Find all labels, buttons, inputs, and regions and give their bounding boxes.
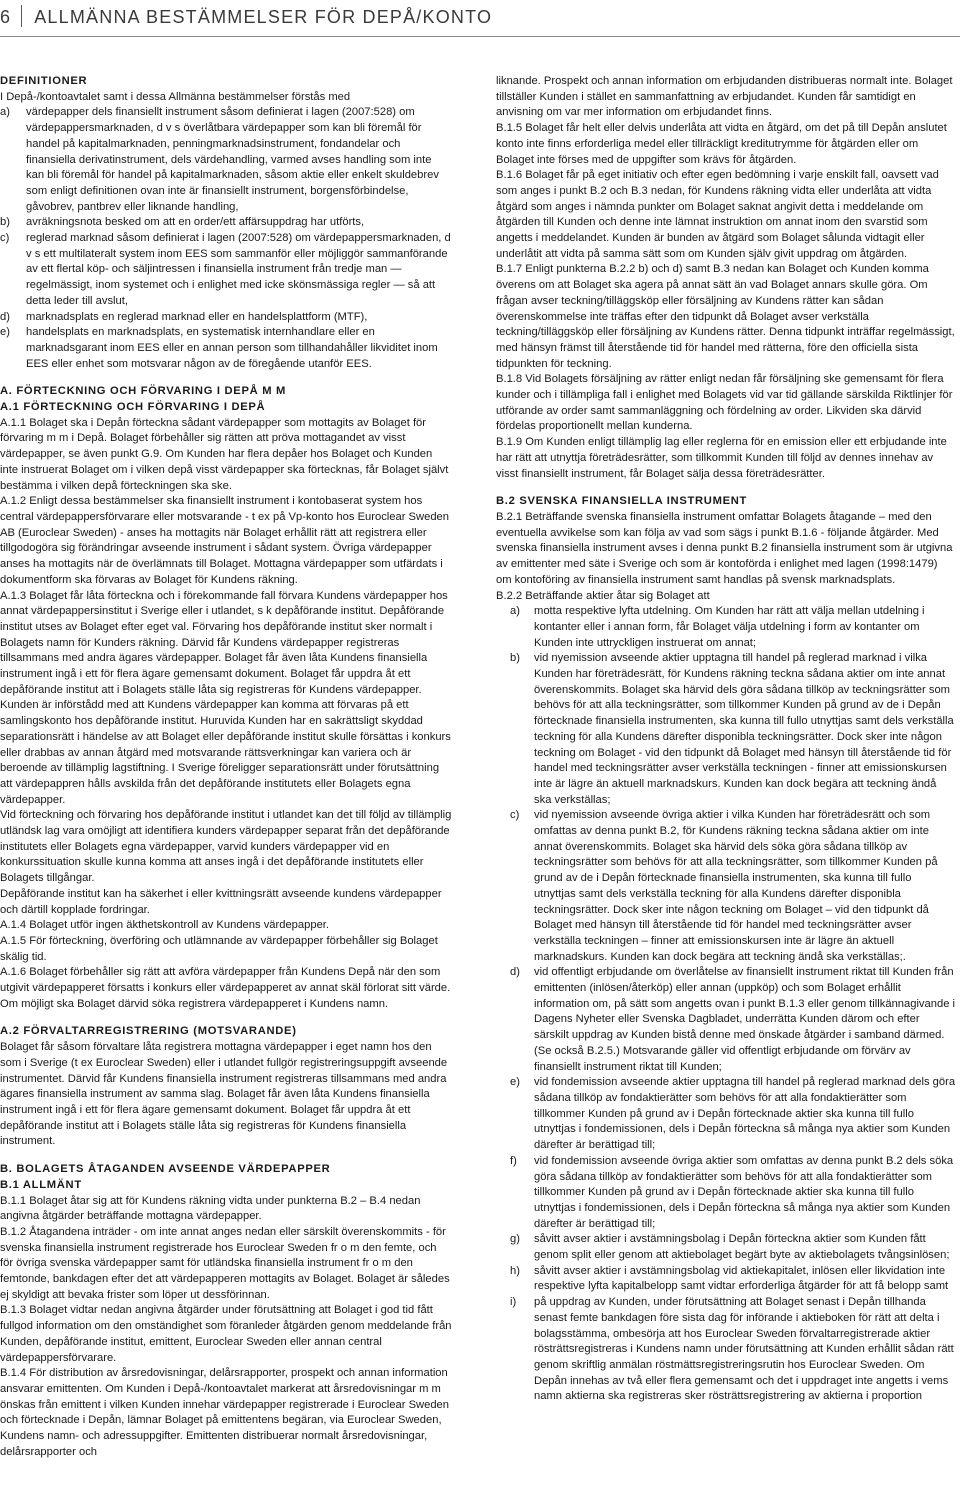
item-label: e) xyxy=(0,326,10,339)
right-column xyxy=(496,74,956,1482)
spacer xyxy=(0,1150,452,1162)
list-item xyxy=(496,965,956,1075)
item-label: i) xyxy=(510,1296,517,1309)
list-item xyxy=(496,808,956,965)
paragraph-b-1-3: B.1.3 Bolaget vidtar nedan angivna åtgärder under förutsättning att Bolaget i god tid fått fullgod information om den omständighet som föranleder åtgärden genom meddelande från Kunden, depåförande institut, emittent, Euroclear Sweden eller annan central värdepappersförvarare. xyxy=(0,1304,452,1364)
shares-list xyxy=(496,604,956,1405)
paragraph-b-1-9: B.1.9 Om Kunden enligt tillämplig lag eller reglerna för en emission eller ett erbjudande inte har rätt att utnyttja företrädesrätter, som tillkommit Kunden till följd av dennes innehav av visst finansiellt instrument, får Bolaget sälja dessa företrädesrätter. xyxy=(496,436,947,480)
item-text: vid nyemission avseende aktier upptagna till handel på reglerad marknad i vilka Kunden har företrädesrätt, för Kundens räkning teckna sådana aktier om inte annat överenskommits. Bolaget ska härvid dels göra sådana tillköp av teckningsrätter som behövs för att alla teckningsrätter, som tillkommer Kunden på grund av de i Depån förtecknade finansiella instrumenten, ska kunna till fullo utnyttjas samt dels verkställa teckning för alla Kundens därefter disponibla teckningsrätter. Dock sker inte någon teckning om Bolaget - vid den tidpunkt då Bolaget med hänsyn till återstående tid för handel med teckningsrätter avser verkställa teckningen - finner att emissionskursen inte är lägre än aktuell marknadskurs. Kunden kan dock begära att teckning ändå ska verkställas; xyxy=(534,652,954,806)
item-text: på uppdrag av Kunden, under förutsättning att Bolaget senast i Depån tillhanda senast femte bankdagen före sista dag för införande i aktieboken för rätt att delta i bolagsstämma, ombesörja att hos Euroclear Sweden förvaltarregistrerade aktier rösträttsregistreras i Kundens namn under förutsättning att Kunden erhållit sådan rätt genom skriftlig anmälan röstmättsregistreringsrutin hos Euroclear Sweden. Om Depån innehas av två eller flera gemensamt och det i uppdraget inte angetts i vems namn aktierna ska registreras sker rösträttsregistrering av aktierna i proportion xyxy=(534,1296,954,1403)
paragraph-b-1-4: B.1.4 För distribution av årsredovisningar, delårsrapporter, prospekt och annan information ansvarar emittenten. Om Kunden i Depå-/kontoavtalet markerat att årsredovisningar m m önskas från emittent i vilken Kunden innehar värdepapper registrerade i Euroclear Sweden och förtecknade i Depån, lämnar Bolaget på emittentens begäran, via Euroclear Sweden, Kundens namn- och adressuppgifter. Emittenten distribuerar normalt årsredovisningar, delårsrapporter och xyxy=(0,1367,450,1458)
paragraph-a-1-6: A.1.6 Bolaget förbehåller sig rätt att avföra värdepapper från Kundens Depå när den som utgivit värdepapperet försatts i konkurs eller värdepapperet av annat skäl förlorat sitt värde. Om möjligt ska Bolaget därvid söka registrera värdepapperet i Kundens namn. xyxy=(0,966,451,1010)
item-label: a) xyxy=(0,106,10,119)
list-item xyxy=(0,105,452,215)
list-item xyxy=(496,1264,956,1295)
item-label: g) xyxy=(510,1233,520,1246)
paragraph-b-1-6: B.1.6 Bolaget får på eget initiativ och efter egen bedömning i varje enskilt fall, oavsett vad som anges i punkt B.2 och B.3 nedan, för Kundens räkning vidta eller underlåta att vidta åtgärd som anges i nämnda punkter om Bolaget saknat angivit detta i meddelande om åtgärden till Kunden och denne inte lämnat instruktion om annat inom den svarstid som angetts i meddelandet. Kunden är bunden av åtgärd som Bolaget sålunda vidtagit eller underlåtit att vidta på samma sätt som om Kunden själv givit uppdrag om åtgärden. xyxy=(496,169,939,260)
spacer xyxy=(0,372,452,384)
left-column xyxy=(0,74,452,1482)
item-label: c) xyxy=(0,232,10,245)
item-label: a) xyxy=(510,605,520,618)
definitions-heading: DEFINITIONER xyxy=(0,75,88,87)
paragraph-a-1-3-security: Depåförande institut kan ha säkerhet i eller kvittningsrätt avseende kundens värdepapper och därtill kopplade fordringar. xyxy=(0,887,442,916)
paragraph-b-1-7: B.1.7 Enligt punkterna B.2.2 b) och d) samt B.3 nedan kan Bolaget och Kunden komma överens om att Bolaget ska agera på annat sätt än vad Bolaget annars skulle göra. Om frågan avser teckning/tilläggsköp eller försäljning av Kundens rätter kan sådan överenskommelse inte träffas efter den tidpunkt då Bolaget avser verkställa teckning/tilläggsköp eller försäljning av Kundens rätter. Denna tidpunkt inträffar regelmässigt, med hänsyn främst till återstående tid för handel med rätterna, före den officiella sista tidpunkten för teckning. xyxy=(496,263,955,370)
item-text: marknadsplats en reglerad marknad eller en handelsplattform (MTF), xyxy=(26,310,368,323)
list-item xyxy=(0,231,452,310)
item-text: vid fondemission avseende aktier upptagna till handel på reglerad marknad dels göra sådana tillköp av fondaktierätter som behövs för att alla fondaktierätter som tillkommer Kunden på grund av i Depån förtecknade aktier ska kunna till fullo utnyttjas i fondemissionen, dels i Depån förteckna så många nya aktier som Kunden därefter är berättigad till; xyxy=(534,1076,956,1152)
paragraph-a-1-2: A.1.2 Enligt dessa bestämmelser ska finansiellt instrument i kontobaserat system hos central värdepappersförvarare eller motsvarande - t ex på Vp-konto hos Euroclear Sweden AB (Euroclear Sweden) - anses ha mottagits när Bolaget erhållit rätt att registrera eller tillgodogöra sig förändringar avseende instrument i sådant system. Övriga värdepapper anses ha mottagits när de överlämnats till Bolaget. Mottagna värdepapper som utfärdats i dokumentform ska förvaras av Bolaget för Kundens räkning. xyxy=(0,495,449,586)
list-item xyxy=(0,215,452,231)
paragraph-b-1-1: B.1.1 Bolaget åtar sig att för Kundens räkning vidta under punkterna B.2 – B.4 nedan angivna åtgärder beträffande mottagna värdepapper. xyxy=(0,1194,421,1223)
item-label: d) xyxy=(510,966,520,979)
page-number: 6 xyxy=(0,7,12,27)
list-item xyxy=(496,604,956,651)
section-b2-heading: B.2 SVENSKA FINANSIELLA INSTRUMENT xyxy=(496,495,748,508)
item-text: handelsplats en marknadsplats, en systematisk internhandlare eller en marknadsgarant inom EES eller en annan person som tillhandahåller likviditet inom EES eller enhet som motsvarar någon av de föregående utanför EES. xyxy=(26,326,438,370)
spacer xyxy=(496,482,956,494)
paragraph-b-2-2: B.2.2 Beträffande aktier åtar sig Bolaget att xyxy=(496,589,710,602)
spacer xyxy=(0,1012,452,1024)
item-text: vid offentligt erbjudande om överlåtelse av finansiellt instrument riktat till Kunden från emittenten (inlösen/återköp) eller annan (uppköp) och som Bolaget erhållit information om, på sätt som angetts ovan i punkt B.1.3 eller genom tillkännagivande i Dagens Nyheter eller Svenska Dagbladet, underrätta Kunden därom och efter särskilt uppdrag av Kunden bistå denne med önskade åtgärder i samband därmed. (Se också B.2.5.) Motsvarande gäller vid offentligt erbjudande om förvärv av finansiellt instrument riktat till Kunden; xyxy=(534,966,956,1073)
item-label: d) xyxy=(0,310,10,323)
definitions-intro: I Depå-/kontoavtalet samt i dessa Allmänna bestämmelser förstås med xyxy=(0,90,351,103)
section-b-heading: B. BOLAGETS ÅTAGANDEN AVSEENDE VÄRDEPAPPER xyxy=(0,1163,331,1176)
list-item xyxy=(496,1154,956,1233)
list-item xyxy=(0,310,452,326)
item-label: f) xyxy=(510,1154,517,1167)
list-item xyxy=(496,1075,956,1154)
page-title: ALLMÄNNA BESTÄMMELSER FÖR DEPÅ/KONTO xyxy=(34,7,493,27)
paragraph-a-1-1: A.1.1 Bolaget ska i Depån förteckna sådant värdepapper som mottagits av Bolaget för förvaring m m i Depå. Bolaget förbehåller sig rätten att pröva mottagandet av visst värdepapper, se även punkt G.9. Om Kunden har flera depåer hos Bolaget och Kunden inte instruerat Bolaget om i vilken depå visst värdepapper ska förtecknas, får Bolaget självt bestämma i vilken depå förteckningen ska ske. xyxy=(0,416,449,492)
list-item xyxy=(496,1295,956,1405)
item-text: vid nyemission avseende övriga aktier i vilka Kunden har företrädesrätt och som omfattas av denna punkt B.2, för Kundens räkning teckna sådana aktier om inte annat överenskommits. Bolaget ska härvid dels söka göra sådana tillköp av teckningsrätter som behövs för att alla teckningsrätter, som tillkommer Kunden på grund av de i Depån förtecknade finansiella instrumenten, ska kunna till fullo utnyttjas samt dels verkställa teckning för alla Kundens därefter disponibla teckningsrätter. Dock sker inte någon teckning om Bolaget – vid den tidpunkt då Bolaget med hänsyn till återstående tid för handel med teckningsrätter avser verkställa teckningen – finner att emissionskursen inte är lägre än aktuell marknadskurs. Kunden kan dock begära att teckning ändå ska verkställas;. xyxy=(534,809,938,963)
section-a1-heading: A.1 FÖRTECKNING OCH FÖRVARING I DEPÅ xyxy=(0,401,266,414)
paragraph-b-1-5: B.1.5 Bolaget får helt eller delvis underlåta att vidta en åtgärd, om det på till Depån anslutet konto inte finns erforderliga medel eller tillräckligt kreditutrymme för åtgärden eller om Bolaget inte förses med de uppgifter som krävs för åtgärden. xyxy=(496,122,947,166)
section-b1-heading: B.1 ALLMÄNT xyxy=(0,1178,82,1191)
section-a2-heading: A.2 FÖRVALTARREGISTRERING (MOTSVARANDE) xyxy=(0,1025,297,1038)
list-item xyxy=(496,651,956,808)
definitions-list xyxy=(0,105,452,372)
paragraph-a-1-3-foreign: Vid förteckning och förvaring hos depåförande institut i utlandet kan det till följd av tillämplig utländsk lag vara omöjligt att identifiera kunders värdepapper separat från det depåförande institutets eller Bolagets egna värdepapper, varvid kunders värdepapper vid en konkurssituation skulle kunna komma att anses ingå i det depåförande institutets eller Bolagets tillgångar. xyxy=(0,809,452,885)
item-text: avräkningsnota besked om att en order/ett affärsuppdrag har utförts, xyxy=(26,216,365,229)
item-label: c) xyxy=(510,809,520,822)
item-text: värdepapper dels finansiellt instrument såsom definierat i lagen (2007:528) om värdepappersmarknaden, d v s överlåtbara värdepapper som kan bli föremål för handel på kapitalmarknaden, penningmarknadsinstrument, fondandelar och finansiella derivatinstrument, dels värdehandling, varmed avses handling som inte kan bli föremål för handel på kapitalmarknaden, såsom aktie eller enkelt skuldebrev som enligt definitionen ovan inte är finansiellt instrument, borgensförbindelse, gåvobrev, pantbrev eller liknande handling, xyxy=(26,106,439,213)
item-label: h) xyxy=(510,1264,520,1277)
item-text: vid fondemission avseende övriga aktier som omfattas av denna punkt B.2 dels söka göra sådana tillköp av fondaktierätter som behövs för att alla fondaktierätter som tillkommer Kunden på grund av i Depån förtecknade aktier ska kunna till fullo utnyttjas i fondemissionen, dels i Depån förteckna så många nya aktier som Kunden därefter är berättigad till; xyxy=(534,1154,954,1230)
item-text: reglerad marknad såsom definierat i lagen (2007:528) om värdepappersmarknaden, d v s ett multilateralt system inom EES som sammanför eller möjliggör sammanförande av ett flertal köp- och säljintressen i finansiella instrument från tredje man — regelmässigt, inom systemet och i enlighet med icke skönsmässiga regler — så att detta leder till avslut, xyxy=(26,232,451,307)
paragraph-b-1-8: B.1.8 Vid Bolagets försäljning av rätter enligt nedan får försäljning ske gemensamt för flera kunder och i tillämpliga fall i enlighet med Bolagets vid var tid gällande särskilda Riktlinjer för utförande av order samt sammanläggning och fördelning av order. Likviden ska därvid fördelas proportionellt mellan kunderna. xyxy=(496,373,953,433)
item-label: b) xyxy=(510,652,520,665)
paragraph-a-2: Bolaget får såsom förvaltare låta registrera mottagna värdepapper i eget namn hos den som i Sverige (t ex Euroclear Sweden) eller i utlandet fullgör registreringsuppgift avseende instrumentet. Därvid får Kundens finansiella instrument registreras tillsammans med andra ägares finansiella instrument av samma slag. Bolaget får även låta Kundens finansiella instrument ingå i ett för flera ägare gemensamt dokument. Bolaget får uppdra åt ett depåförande institut att i Bolagets ställe låta sig registreras för Kundens finansiella instrument. xyxy=(0,1041,448,1148)
section-a-heading: A. FÖRTECKNING OCH FÖRVARING I DEPÅ M M xyxy=(0,385,287,398)
list-item xyxy=(0,325,452,372)
item-label: b) xyxy=(0,216,10,229)
paragraph-b-1-4-cont: liknande. Prospekt och annan information om erbjudanden distribueras normalt inte. Bolaget tillställer Kunden i stället en sammanfattning av erbjudandet. Kunden får samtidigt en anvisning om var mer information om erbjudandet finns. xyxy=(496,75,953,119)
paragraph-a-1-5: A.1.5 För förteckning, överföring och utlämnande av värdepapper förbehåller sig Bolaget skälig tid. xyxy=(0,934,438,963)
header-divider xyxy=(21,5,22,27)
paragraph-a-1-4: A.1.4 Bolaget utför ingen äkthetskontroll av Kundens värdepapper. xyxy=(0,919,330,932)
item-text: motta respektive lyfta utdelning. Om Kunden har rätt att välja mellan utdelning i kontanter eller i annan form, får Bolaget välja utdelning i form av kontanter om Kunden inte uttryckligen instruerat om annat; xyxy=(534,605,925,649)
page-header xyxy=(0,0,960,38)
item-label: e) xyxy=(510,1076,520,1089)
paragraph-b-2-1: B.2.1 Beträffande svenska finansiella instrument omfattar Bolagets åtagande – med den eventuella avvikelse som kan följa av vad som sägs i punkt B.1.6 - följande åtgärder. Med svenska finansiella instrument avses i denna punkt B.2 finansiella instrument som är utgivna av emittenter med säte i Sverige och som är kontoförda i enlighet med lagen (1998:1479) om kontoföring av finansiella instrument samt handlas på svensk marknadsplats. xyxy=(496,510,953,586)
item-text: såvitt avser aktier i avstämningsbolag vid aktiekapitalet, inlösen eller likvidation inte respektive lyfta kapitalbelopp samt vidtar erforderliga åtgärder för att få belopp samt xyxy=(534,1264,949,1293)
paragraph-a-1-3: A.1.3 Bolaget får låta förteckna och i förekommande fall förvara Kundens värdepapper hos annat värdepappersinstitut i Sverige eller i utlandet, s k depåförande institut. Depåförande institut utses av Bolaget efter eget val. Förvaring hos depåförande institut sker normalt i Bolagets namn för Kunders räkning. Därvid får Kundens värdepapper registreras tillsammans med andra ägares värdepapper. Bolaget får även låta Kundens finansiella instrument ingå i ett för flera ägare gemensamt dokument. Bolaget får uppdra åt ett depåförande institut att i Bolagets ställe låta sig registreras för Kundens värdepapper. Kunden är införstådd med att Kundens värdepapper kan komma att förvaras på ett samlingskonto hos depåförande institut. Huruvida Kunden har en sakrättsligt skyddad separationsrätt i händelse av att Bolaget eller depåförande institut skulle försättas i konkurs eller drabbas av annan åtgärd med motsvarande rättsverkningar kan variera och är beroende av tillämplig lagstiftning. I Sverige föreligger separationsrätt under förutsättning att värdepappren hålls avskilda från det depåförande institutets eller Bolagets egna värdepapper. xyxy=(0,589,451,806)
paragraph-b-1-2: B.1.2 Åtagandena inträder - om inte annat anges nedan eller särskilt överenskommits - för svenska finansiella instrument registrerade hos Euroclear Sweden fr o m den femte, och för övriga svenska värdepapper samt för utländska finansiella instrument fr o m den femtonde, bankdagen efter det att värdepapperen mottagits av Bolaget. Bolaget är således ej skyldigt att bevaka frister som löper ut dessförinnan. xyxy=(0,1225,450,1301)
list-item xyxy=(496,1232,956,1263)
item-text: såvitt avser aktier i avstämningsbolag i Depån förteckna aktier som Kunden fått genom split eller genom att aktiebolaget begärt byte av aktiebolagets tvångsinlösen; xyxy=(534,1233,950,1262)
header-rule xyxy=(0,36,960,37)
